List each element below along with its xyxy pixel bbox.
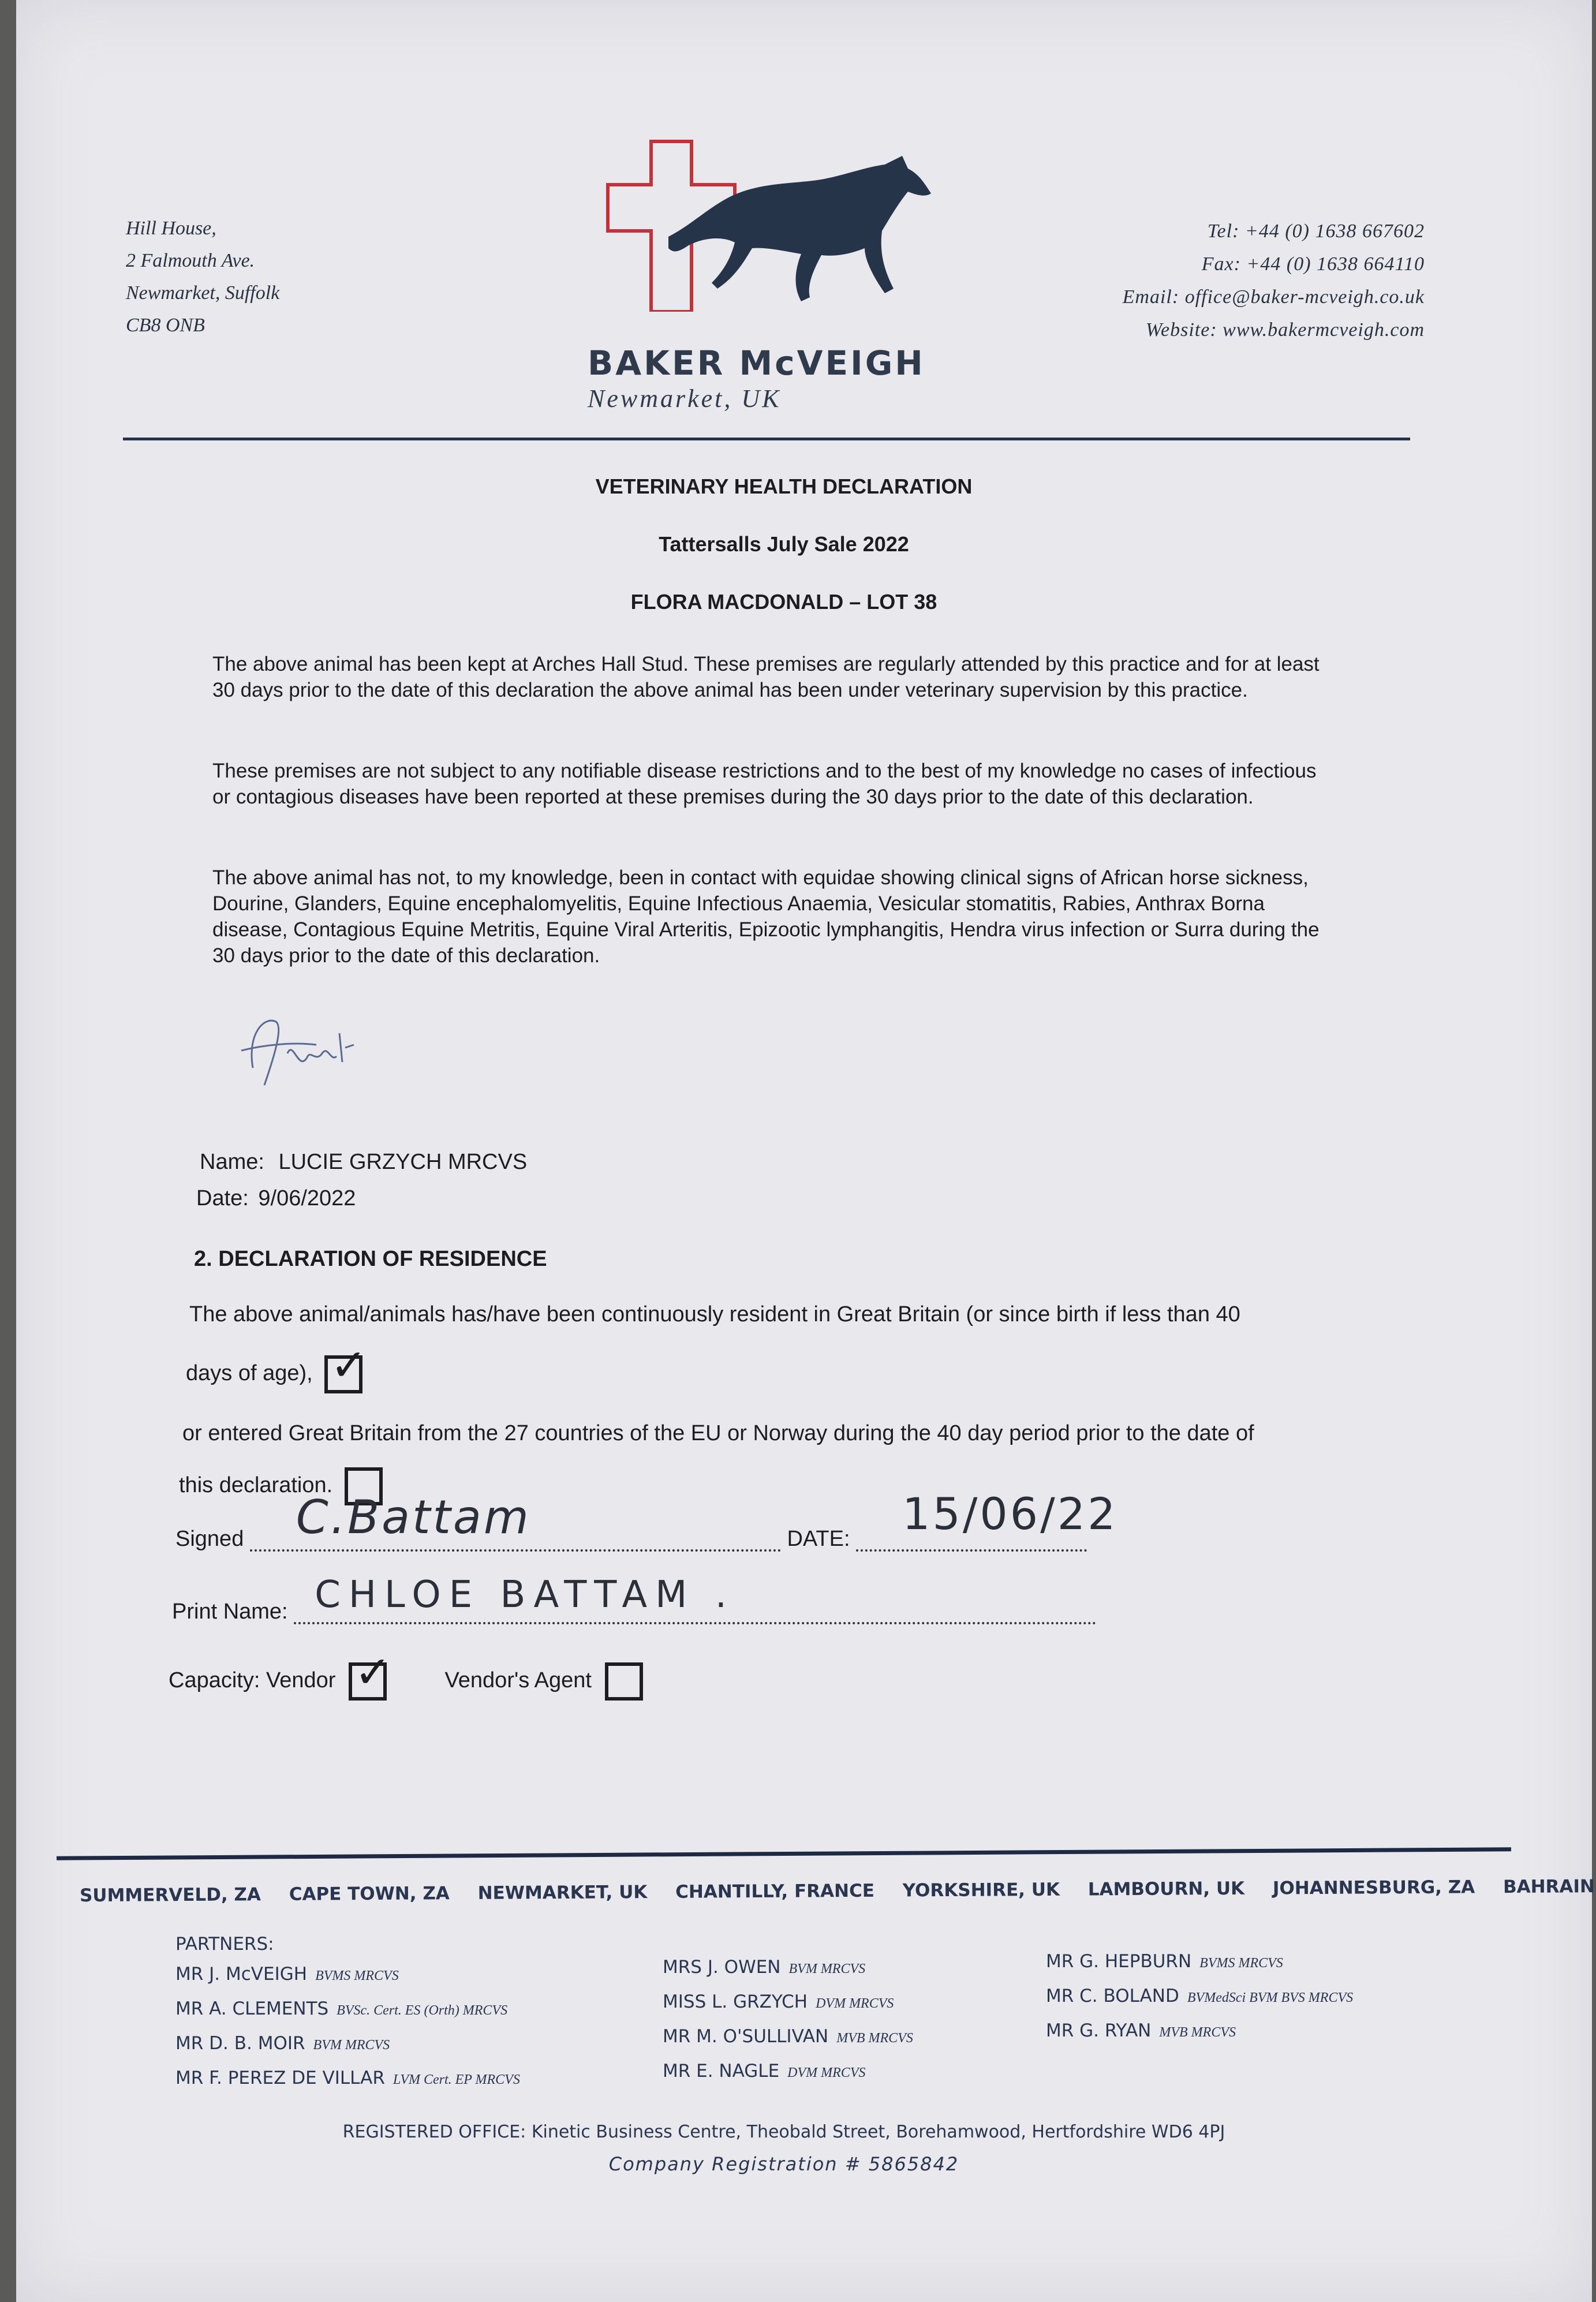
- office-locations: [80, 1876, 1596, 1906]
- partner-qualifications: MVB MRCVS: [836, 2031, 913, 2046]
- partner-entry: [1046, 2020, 1353, 2055]
- sale-name: Tattersalls July Sale 2022: [659, 532, 909, 556]
- location: CHANTILLY, FRANCE: [675, 1880, 875, 1903]
- document-page: [16, 0, 1595, 2302]
- vet-date-label: Date:: [196, 1186, 249, 1210]
- partner-name: MR C. BOLAND: [1046, 1986, 1179, 2006]
- partner-qualifications: BVM MRCVS: [313, 2038, 390, 2053]
- date-line[interactable]: [856, 1488, 1118, 1552]
- partner-qualifications: BVMS MRCVS: [1199, 1956, 1283, 1971]
- address-line: CB8 ONB: [126, 315, 205, 336]
- partner-entry: [663, 1991, 913, 2026]
- partners-label: PARTNERS:: [175, 1934, 274, 1955]
- partner-entry: [175, 1998, 520, 2033]
- date-label: DATE:: [787, 1527, 850, 1551]
- partners-column-2: [663, 1957, 913, 2095]
- signed-label: Signed: [175, 1527, 244, 1551]
- location: JOHANNESBURG, ZA: [1272, 1877, 1475, 1899]
- print-name-row: [172, 1574, 1096, 1624]
- location: BAHRAIN: [1502, 1876, 1595, 1898]
- partner-qualifications: BVMedSci BVM BVS MRCVS: [1187, 1990, 1354, 2005]
- address-line: Newmarket, Suffolk: [126, 282, 280, 304]
- signed-row: [175, 1488, 1118, 1552]
- partner-name: MR D. B. MOIR: [175, 2033, 305, 2054]
- location: SUMMERVELD, ZA: [79, 1884, 261, 1907]
- residence-option-1: [186, 1341, 367, 1393]
- partner-name: MR F. PEREZ DE VILLAR: [175, 2068, 385, 2088]
- partner-qualifications: MVB MRCVS: [1159, 2025, 1236, 2040]
- location: NEWMARKET, UK: [477, 1882, 648, 1904]
- website-line: Website: www.bakermcveigh.com: [1145, 319, 1425, 341]
- partner-name: MR G. RYAN: [1046, 2020, 1152, 2041]
- residence-heading: 2. DECLARATION OF RESIDENCE: [194, 1247, 547, 1271]
- residence-line: or entered Great Britain from the 27 countries of the EU or Norway during the 40 day period prior to the date of: [182, 1421, 1254, 1445]
- document-title: VETERINARY HEALTH DECLARATION: [595, 474, 973, 498]
- partner-entry: [175, 1964, 520, 1998]
- partner-name: MR A. CLEMENTS: [175, 1998, 329, 2019]
- partner-name: MR J. McVEIGH: [175, 1964, 308, 1985]
- vendor-signature: C.Battam: [296, 1490, 531, 1544]
- print-name-label: Print Name:: [172, 1600, 288, 1624]
- partner-name: MR E. NAGLE: [663, 2061, 780, 2081]
- vet-date-value: 9/06/2022: [258, 1186, 356, 1210]
- print-name-value: CHLOE BATTAM .: [315, 1574, 735, 1616]
- partner-entry: [663, 2026, 913, 2061]
- phone-line: Tel: +44 (0) 1638 667602: [1207, 221, 1425, 242]
- partners-column-1: [175, 1934, 520, 2102]
- partner-name: MR G. HEPBURN: [1046, 1951, 1192, 1972]
- address-line: 2 Falmouth Ave.: [126, 250, 255, 271]
- partner-qualifications: DVM MRCVS: [787, 2065, 866, 2080]
- address-line: Hill House,: [126, 218, 216, 239]
- company-registration: Company Registration # 5865842: [608, 2153, 959, 2175]
- registered-office: REGISTERED OFFICE: Kinetic Business Centre, Theobald Street, Borehamwood, Hertfordshire WD6 4PJ: [342, 2122, 1225, 2142]
- signature-line[interactable]: [250, 1490, 781, 1552]
- capacity-row: [169, 1648, 643, 1701]
- vendors-agent-label: Vendor's Agent: [444, 1668, 592, 1693]
- partner-entry: [1046, 1986, 1353, 2020]
- declaration-paragraph: The above animal has been kept at Arches Hall Stud. These premises are regularly attended by this practice and for at least 30 days prior to the date of this declaration the above animal has been under veterinary supervision by this practice.: [212, 653, 1320, 701]
- brand-subtitle: Newmarket, UK: [588, 384, 782, 413]
- partner-entry: [175, 2033, 520, 2068]
- fax-line: Fax: +44 (0) 1638 664110: [1201, 253, 1425, 275]
- vet-name-label: Name:: [200, 1150, 264, 1174]
- born-resident-checkbox[interactable]: ✓: [324, 1355, 362, 1393]
- header-divider: [123, 438, 1410, 440]
- partner-entry: [175, 2068, 520, 2102]
- email-line: Email: office@baker-mcveigh.co.uk: [1122, 286, 1425, 308]
- partner-qualifications: BVSc. Cert. ES (Orth) MRCVS: [337, 2003, 508, 2018]
- location: YORKSHIRE, UK: [902, 1879, 1060, 1901]
- declaration-paragraph: The above animal has not, to my knowledge, been in contact with equidae showing clinical signs of African horse sickness, Dourine, Glanders, Equine encephalomyelitis, Equine Infectious Anaemia, Vesicular stomatitis, Rabies, Anthrax Borna disease, Contagious Equine Metritis, Equine Viral Arteritis, Epizootic lymphangitis, Hendra virus infection or Surra during the 30 days prior to the date of this declaration.: [212, 866, 1320, 967]
- partners-column-3: [1046, 1951, 1353, 2055]
- residence-line: days of age),: [186, 1361, 313, 1386]
- partner-entry: [663, 1957, 913, 1991]
- lot-name: FLORA MACDONALD – LOT 38: [630, 590, 937, 614]
- partner-entry: [663, 2061, 913, 2095]
- partner-name: MRS J. OWEN: [663, 1957, 781, 1978]
- partner-name: MISS L. GRZYCH: [663, 1991, 808, 2012]
- vet-signature: [230, 999, 403, 1114]
- partner-qualifications: BVMS MRCVS: [315, 1968, 399, 1983]
- date-value: 15/06/22: [902, 1488, 1118, 1539]
- print-name-line[interactable]: [294, 1574, 1096, 1624]
- partner-name: MR M. O'SULLIVAN: [663, 2026, 829, 2047]
- vet-date-row: [196, 1186, 356, 1211]
- practice-address: [126, 212, 279, 342]
- partner-qualifications: BVM MRCVS: [788, 1961, 866, 1976]
- partner-qualifications: LVM Cert. EP MRCVS: [393, 2072, 520, 2087]
- vendor-checkbox[interactable]: ✓: [349, 1662, 387, 1701]
- partner-entry: [1046, 1951, 1353, 1986]
- practice-contact: [1021, 215, 1425, 346]
- partner-qualifications: DVM MRCVS: [816, 1996, 894, 2011]
- horse-cross-logo-icon: [593, 139, 951, 312]
- footer-divider: [57, 1847, 1511, 1860]
- residence-line: this declaration.: [179, 1473, 333, 1498]
- brand-name: BAKER McVEIGH: [588, 343, 925, 383]
- residence-line: The above animal/animals has/have been continuously resident in Great Britain (or since birth if less than 40: [189, 1302, 1240, 1326]
- capacity-vendor-label: Capacity: Vendor: [169, 1668, 336, 1693]
- declaration-paragraph: These premises are not subject to any notifiable disease restrictions and to the best of my knowledge no cases of infectious or contagious diseases have been reported at these premises during the 30 days prior to the date of this declaration.: [212, 760, 1317, 808]
- vet-name-row: [200, 1150, 527, 1175]
- location: CAPE TOWN, ZA: [289, 1883, 450, 1905]
- vendors-agent-checkbox[interactable]: [605, 1662, 643, 1701]
- vet-name-value: LUCIE GRZYCH MRCVS: [278, 1150, 528, 1174]
- location: LAMBOURN, UK: [1087, 1878, 1245, 1900]
